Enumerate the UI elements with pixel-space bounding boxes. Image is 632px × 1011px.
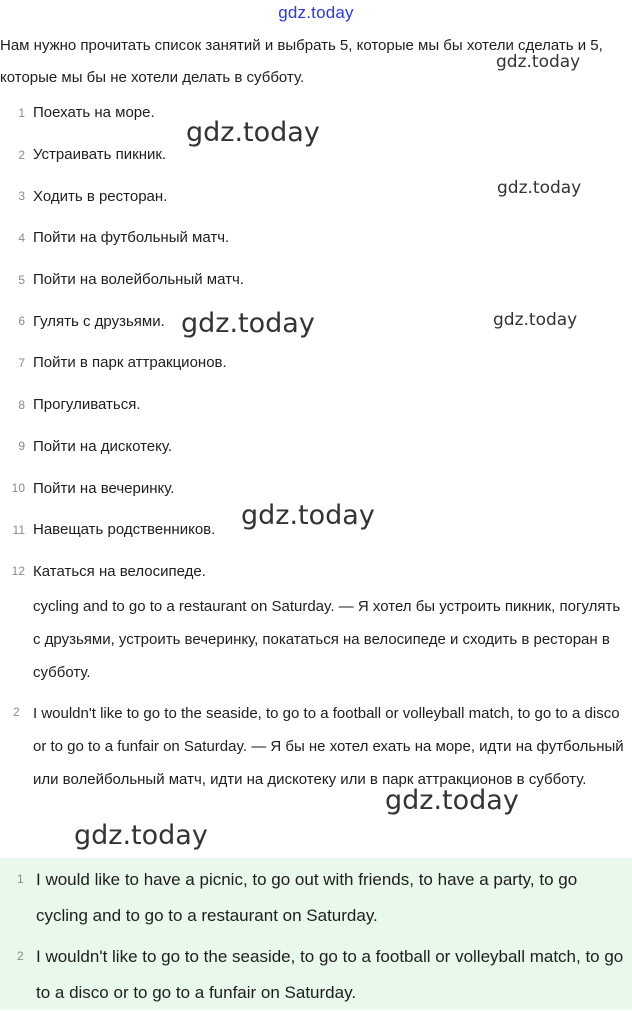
translation-block-2: I wouldn't like to go to the seaside, to go to a football or volleyball match, to go to a disco or to go to a funfair on Saturday. — Я бы не хотел ехать на море, идти на футбольный или волейбольный матч, идти на дискотеку или в парк аттракционов в субботу.: [33, 705, 624, 788]
answer-number: 2: [17, 949, 24, 963]
list-item: [0, 259, 632, 301]
watermark: gdz.today: [181, 308, 315, 339]
item-number: 9: [18, 439, 25, 454]
item-number: 10: [11, 481, 25, 496]
list-item: [0, 551, 632, 593]
answer-number: 1: [17, 872, 24, 886]
list-item: [0, 342, 632, 384]
watermark: gdz.today: [385, 785, 519, 816]
watermark: gdz.today: [186, 117, 320, 148]
item-text: Устраивать пикник.: [33, 146, 167, 164]
watermark: gdz.today: [497, 178, 582, 198]
item-text: Пойти на футбольный матч.: [33, 229, 230, 247]
translation-2-number: 2: [13, 705, 20, 719]
item-number: 2: [18, 147, 25, 162]
item-text: Пойти на вечеринку.: [33, 479, 175, 497]
item-text: Навещать родственников.: [33, 521, 216, 539]
item-number: 3: [18, 189, 25, 204]
intro-text: Нам нужно прочитать список занятий и выбрать 5, которые мы бы хотели сделать и 5, которые мы бы не хотели делать в субботу.: [0, 37, 603, 86]
item-number: 7: [18, 355, 25, 370]
answer-text: I wouldn't like to go to the seaside, to go to a football or volleyball match, to go to a disco or to go to a funfair on Saturday.: [36, 947, 624, 1002]
item-text: Пойти в парк аттракционов.: [33, 354, 227, 372]
item-text: Пойти на дискотеку.: [33, 437, 173, 455]
item-text: Ходить в ресторан.: [33, 187, 168, 205]
answer-text: I would like to have a picnic, to go out with friends, to have a party, to go cycling and to go to a restaurant on Saturday.: [36, 870, 578, 925]
item-number: 11: [12, 522, 25, 537]
watermark: gdz.today: [493, 310, 578, 330]
item-number: 8: [18, 397, 25, 412]
list-item: [0, 384, 632, 426]
site-logo[interactable]: gdz.today: [278, 3, 354, 22]
watermark: gdz.today: [241, 500, 375, 531]
watermark: gdz.today: [496, 52, 581, 72]
item-number: 1: [18, 105, 25, 120]
translation-block-1: cycling and to go to a restaurant on Saturday. — Я хотел бы устроить пикник, погулять с друзьями, устроить вечеринку, покататься на велосипеде и сходить в ресторан в субботу.: [33, 598, 621, 681]
item-number: 6: [18, 314, 25, 329]
item-text: Прогуливаться.: [33, 396, 141, 414]
item-text: Гулять с друзьями.: [33, 312, 165, 330]
list-item: [0, 217, 632, 259]
item-text: Поехать на море.: [33, 104, 155, 122]
item-text: Пойти на волейбольный матч.: [33, 271, 244, 289]
watermark: gdz.today: [74, 820, 208, 851]
item-number: 5: [18, 272, 25, 287]
answer-box: [0, 858, 632, 1010]
item-number: 4: [18, 230, 25, 245]
item-number: 12: [11, 564, 25, 579]
list-item: [0, 426, 632, 468]
item-text: Кататься на велосипеде.: [33, 562, 206, 580]
